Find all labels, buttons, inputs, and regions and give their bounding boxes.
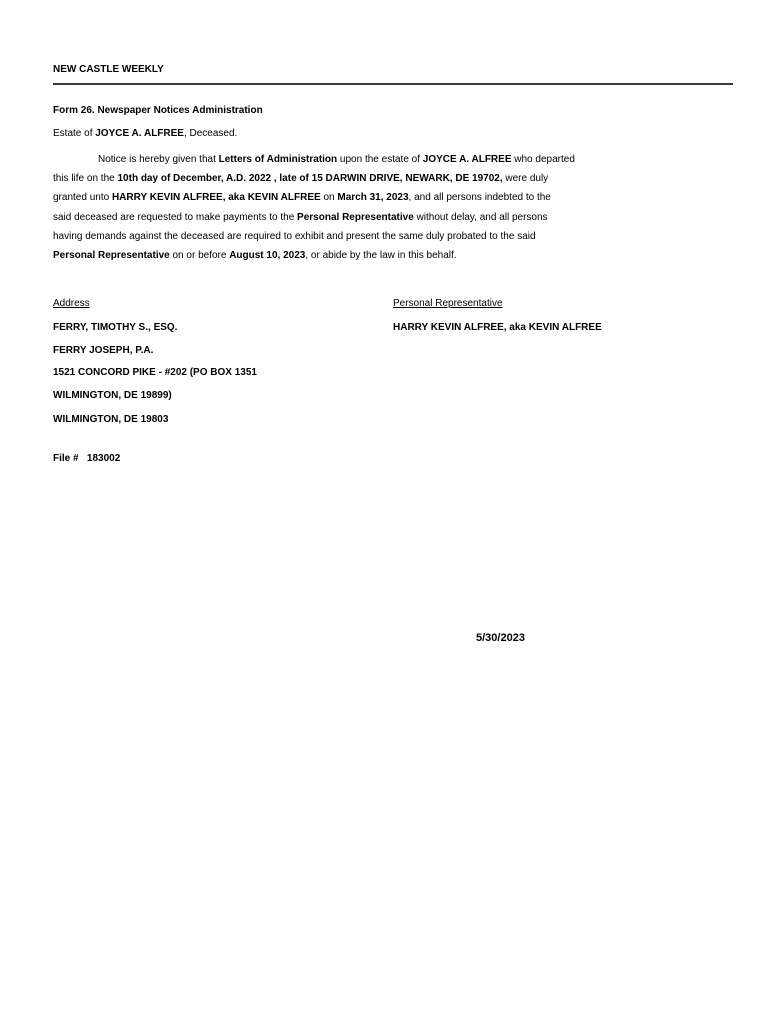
notice-text: on or before bbox=[169, 250, 230, 262]
notice-text: were duly bbox=[502, 173, 549, 185]
representative-label: Personal Representative bbox=[393, 298, 503, 309]
notice-bold: Personal Representative bbox=[53, 250, 170, 262]
notice-text: , and all persons indebted to the bbox=[408, 192, 551, 204]
address-line: FERRY JOSEPH, P.A. bbox=[53, 345, 154, 356]
notice-line-2 bbox=[53, 169, 653, 188]
address-label: Address bbox=[53, 298, 90, 309]
address-line: WILMINGTON, DE 19803 bbox=[53, 414, 169, 425]
estate-line bbox=[53, 128, 237, 139]
notice-text: granted unto bbox=[53, 192, 112, 204]
notice-date: 5/30/2023 bbox=[476, 632, 525, 644]
notice-text: on bbox=[320, 192, 338, 204]
notice-text: upon the estate of bbox=[337, 154, 423, 165]
file-label: File # bbox=[53, 453, 79, 464]
estate-prefix: Estate of bbox=[53, 128, 96, 139]
notice-line-1 bbox=[53, 150, 653, 169]
notice-line-4 bbox=[53, 208, 653, 227]
notice-text: who departed bbox=[511, 154, 575, 165]
notice-bold: HARRY KEVIN ALFREE, aka KEVIN ALFREE bbox=[111, 192, 321, 204]
publication-header: NEW CASTLE WEEKLY bbox=[53, 64, 164, 75]
file-value: 183002 bbox=[86, 453, 121, 464]
notice-text: Notice is hereby given that bbox=[98, 154, 219, 165]
notice-line-6 bbox=[53, 246, 653, 265]
address-line: 1521 CONCORD PIKE - #202 (PO BOX 1351 bbox=[53, 367, 257, 378]
form-title: Form 26. Newspaper Notices Administration bbox=[53, 105, 263, 116]
notice-paragraph bbox=[53, 150, 653, 265]
estate-name: JOYCE A. ALFREE bbox=[95, 128, 184, 139]
notice-line-5: having demands against the deceased are required to exhibit and present the same duly probated to the said bbox=[53, 230, 536, 242]
notice-line-3 bbox=[53, 188, 653, 207]
representative-name: HARRY KEVIN ALFREE, aka KEVIN ALFREE bbox=[393, 322, 602, 333]
notice-text: without delay, and all persons bbox=[413, 211, 548, 223]
header-divider bbox=[53, 83, 733, 85]
notice-bold: JOYCE A. ALFREE bbox=[422, 154, 512, 165]
notice-bold: August 10, 2023 bbox=[229, 250, 306, 262]
notice-text: , or abide by the law in this behalf. bbox=[305, 250, 457, 262]
notice-bold: Letters of Administration bbox=[218, 154, 338, 165]
notice-bold: March 31, 2023 bbox=[337, 192, 409, 204]
notice-bold: Personal Representative bbox=[297, 211, 414, 223]
address-line: FERRY, TIMOTHY S., ESQ. bbox=[53, 322, 178, 333]
notice-text: this life on the bbox=[53, 173, 118, 185]
estate-suffix: , Deceased. bbox=[183, 128, 238, 139]
notice-text: said deceased are requested to make payments to the bbox=[53, 211, 298, 223]
notice-bold: 10th day of December, A.D. 2022 , late of 15 DARWIN DRIVE, NEWARK, DE 19702, bbox=[117, 173, 503, 185]
file-number bbox=[53, 453, 120, 464]
address-line: WILMINGTON, DE 19899) bbox=[53, 390, 172, 401]
